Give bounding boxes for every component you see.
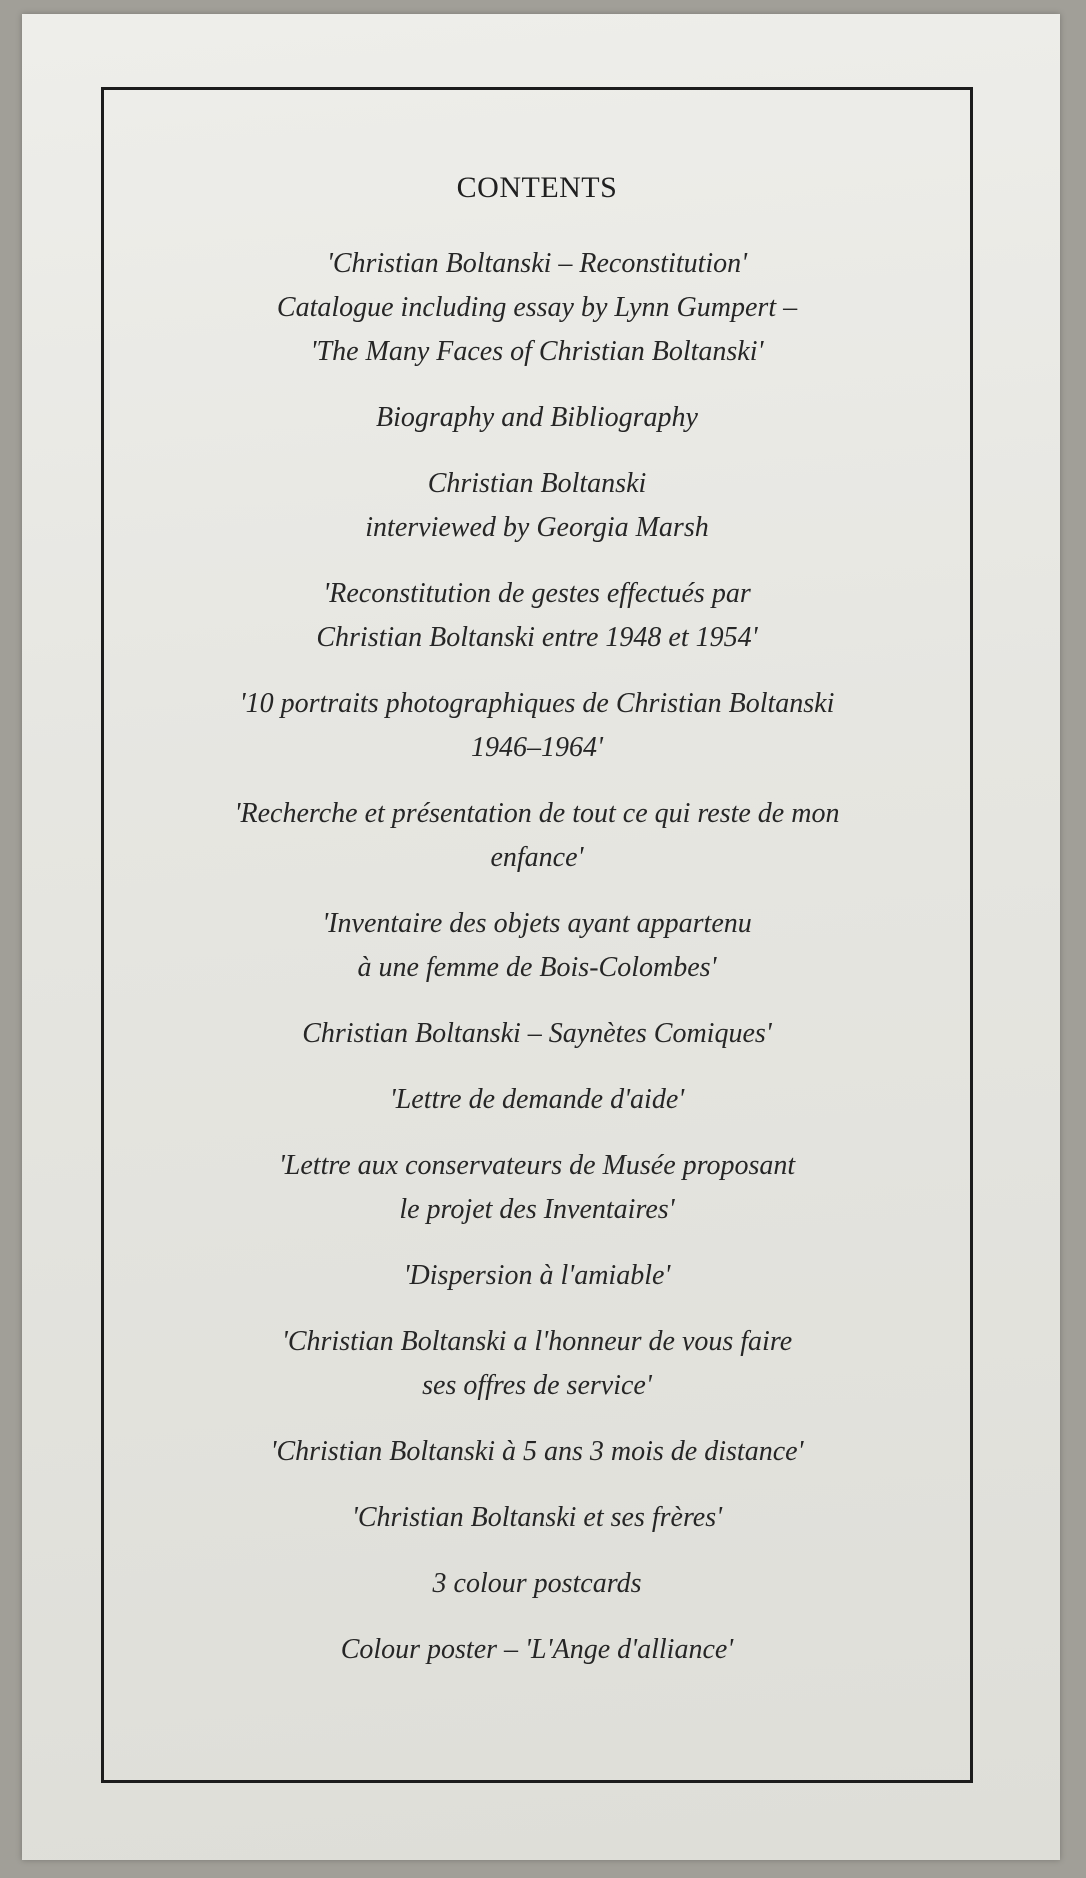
contents-entry (104, 1254, 970, 1298)
entry-line: 3 colour postcards (432, 1568, 642, 1599)
contents-entry (104, 682, 970, 770)
entry-line: enfance' (490, 842, 584, 873)
entry-line: Christian Boltanski (427, 468, 647, 499)
entry-line: 'Christian Boltanski a l'honneur de vous faire (281, 1326, 793, 1357)
entry-line: '10 portraits photographiques de Christian Boltanski (239, 688, 835, 719)
entry-line: à une femme de Bois-Colombes' (357, 952, 717, 983)
entry-line: Christian Boltanski – Saynètes Comiques' (302, 1018, 772, 1049)
contents-entry (104, 1496, 970, 1540)
contents-entry (104, 396, 970, 440)
entry-line: 'Christian Boltanski – Reconstitution' (326, 248, 748, 279)
entry-line: Biography and Bibliography (376, 402, 698, 433)
entry-line: Christian Boltanski entre 1948 et 1954' (316, 622, 758, 653)
entry-line: Catalogue including essay by Lynn Gumpert – (276, 292, 798, 323)
entry-line: 'Christian Boltanski et ses frères' (351, 1502, 723, 1533)
entry-line: 'The Many Faces of Christian Boltanski' (310, 336, 764, 367)
contents-entry (104, 242, 970, 374)
contents-card (22, 14, 1060, 1860)
contents-entry (104, 1562, 970, 1606)
contents-frame (101, 87, 973, 1783)
contents-entry (104, 902, 970, 990)
contents-entry (104, 792, 970, 880)
entry-line: 'Lettre aux conservateurs de Musée proposant (278, 1150, 796, 1181)
contents-list (104, 242, 970, 1694)
contents-entry (104, 1144, 970, 1232)
contents-entry (104, 1012, 970, 1056)
entry-line: 'Reconstitution de gestes effectués par (323, 578, 751, 609)
entry-line: 'Christian Boltanski à 5 ans 3 mois de distance' (270, 1436, 804, 1467)
entry-line: 'Lettre de demande d'aide' (389, 1084, 685, 1115)
contents-entry (104, 1320, 970, 1408)
contents-heading: CONTENTS (456, 171, 618, 204)
entry-line: ses offres de service' (422, 1370, 652, 1401)
contents-entry (104, 462, 970, 550)
entry-line: interviewed by Georgia Marsh (365, 512, 709, 543)
contents-entry (104, 1628, 970, 1672)
entry-line: le projet des Inventaires' (399, 1194, 675, 1225)
entry-line: 'Recherche et présentation de tout ce qui reste de mon (234, 798, 840, 829)
entry-line: 1946–1964' (471, 732, 603, 763)
entry-line: 'Dispersion à l'amiable' (403, 1260, 671, 1291)
entry-line: Colour poster – 'L'Ange d'alliance' (340, 1634, 734, 1665)
entry-line: 'Inventaire des objets ayant appartenu (322, 908, 752, 939)
contents-entry (104, 1430, 970, 1474)
contents-entry (104, 572, 970, 660)
contents-entry (104, 1078, 970, 1122)
